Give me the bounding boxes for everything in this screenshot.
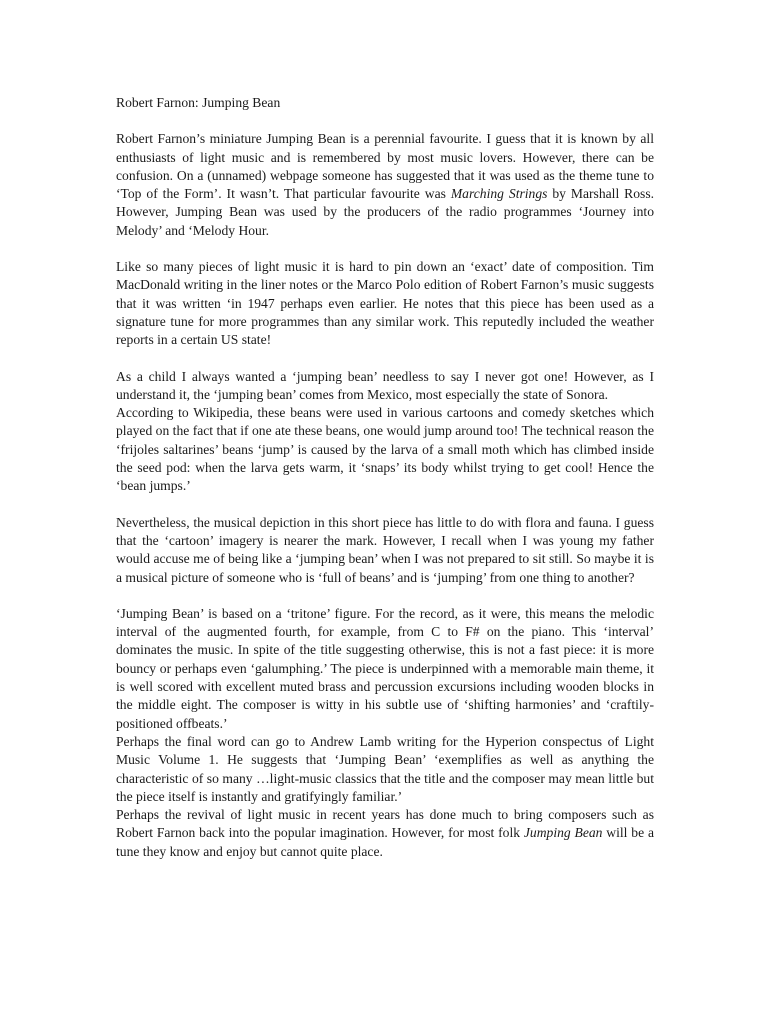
paragraph-8 xyxy=(116,806,654,861)
paragraph-2: Like so many pieces of light music it is hard to pin down an ‘exact’ date of composition. Tim MacDonald writing in the liner notes or the Marco Polo edition of Robert Farnon’s music suggests that it was written ‘in 1947 perhaps even earlier. He notes that this piece has been used as a signature tune for more programmes than any similar work. This reputedly included the weather reports in a certain US state! xyxy=(116,259,654,348)
paragraph-3: As a child I always wanted a ‘jumping bean’ needless to say I never got one! However, as I understand it, the ‘jumping bean’ comes from Mexico, most especially the state of Sonora. xyxy=(116,368,654,402)
paragraph-1-text-a: Robert Farnon’s miniature Jumping Bean is a perennial favourite. I guess that it is known by all enthusiasts of light music and is remembered by most music lovers. However, there can be confusion. On a (unnamed) webpage someone has suggested that it was used as the theme tune to ‘Top of the Form’. It wasn’t. That particular favourite was xyxy=(116,131,654,202)
document-title: Robert Farnon: Jumping Bean xyxy=(116,95,281,110)
paragraph-7: Perhaps the final word can go to Andrew Lamb writing for the Hyperion conspectus of Light Music Volume 1. He suggests that ‘Jumping Bean’ ‘exemplifies as well as anything the characteristic of so many …light-music classics that the title and the composer may mean little but the piece itself is instantly and gratifyingly familiar.’ xyxy=(116,733,654,804)
paragraph-1 xyxy=(116,130,654,240)
document-page xyxy=(116,94,654,861)
paragraph-5: Nevertheless, the musical depiction in this short piece has little to do with flora and fauna. I guess that the ‘cartoon’ imagery is nearer the mark. However, I recall when I was young my father would accuse me of being like a ‘jumping bean’ when I was not prepared to sit still. So maybe it is a musical picture of someone who is ‘full of beans’ and is ‘jumping’ from one thing to another? xyxy=(116,514,654,585)
paragraph-8-text-a: Perhaps the revival of light music in recent years has done much to bring composers such as Robert Farnon back into the popular imagination. However, for most folk xyxy=(116,807,654,841)
paragraph-4: According to Wikipedia, these beans were used in various cartoons and comedy sketches which played on the fact that if one ate these beans, one would jump around too! The technical reason the ‘frijoles saltarines’ beans ‘jump’ is caused by the larva of a small moth which has climbed inside the seed pod: when the larva gets warm, it ‘snaps’ its body whilst trying to get cool! Hence the ‘bean jumps.’ xyxy=(116,405,654,494)
paragraph-8-italic: Jumping Bean xyxy=(523,825,603,841)
paragraph-8-text-b: will be a tune they know and enjoy but cannot quite place. xyxy=(116,825,654,859)
paragraph-1-text-b: by Marshall Ross. However, Jumping Bean was used by the producers of the radio programmes ‘Journey into Melody’ and ‘Melody Hour. xyxy=(116,186,655,238)
paragraph-1-italic: Marching Strings xyxy=(450,186,548,202)
paragraph-6: ‘Jumping Bean’ is based on a ‘tritone’ figure. For the record, as it were, this means the melodic interval of the augmented fourth, for example, from C to F# on the piano. This ‘interval’ dominates the music. In spite of the title suggesting otherwise, this is not a fast piece: it is more bouncy or perhaps even ‘galumphing.’ The piece is underpinned with a memorable main theme, it is well scored with excellent muted brass and percussion excursions including wooden blocks in the middle eight. The composer is witty in his subtle use of ‘shifting harmonies’ and ‘craftily-positioned offbeats.’ xyxy=(116,605,654,731)
